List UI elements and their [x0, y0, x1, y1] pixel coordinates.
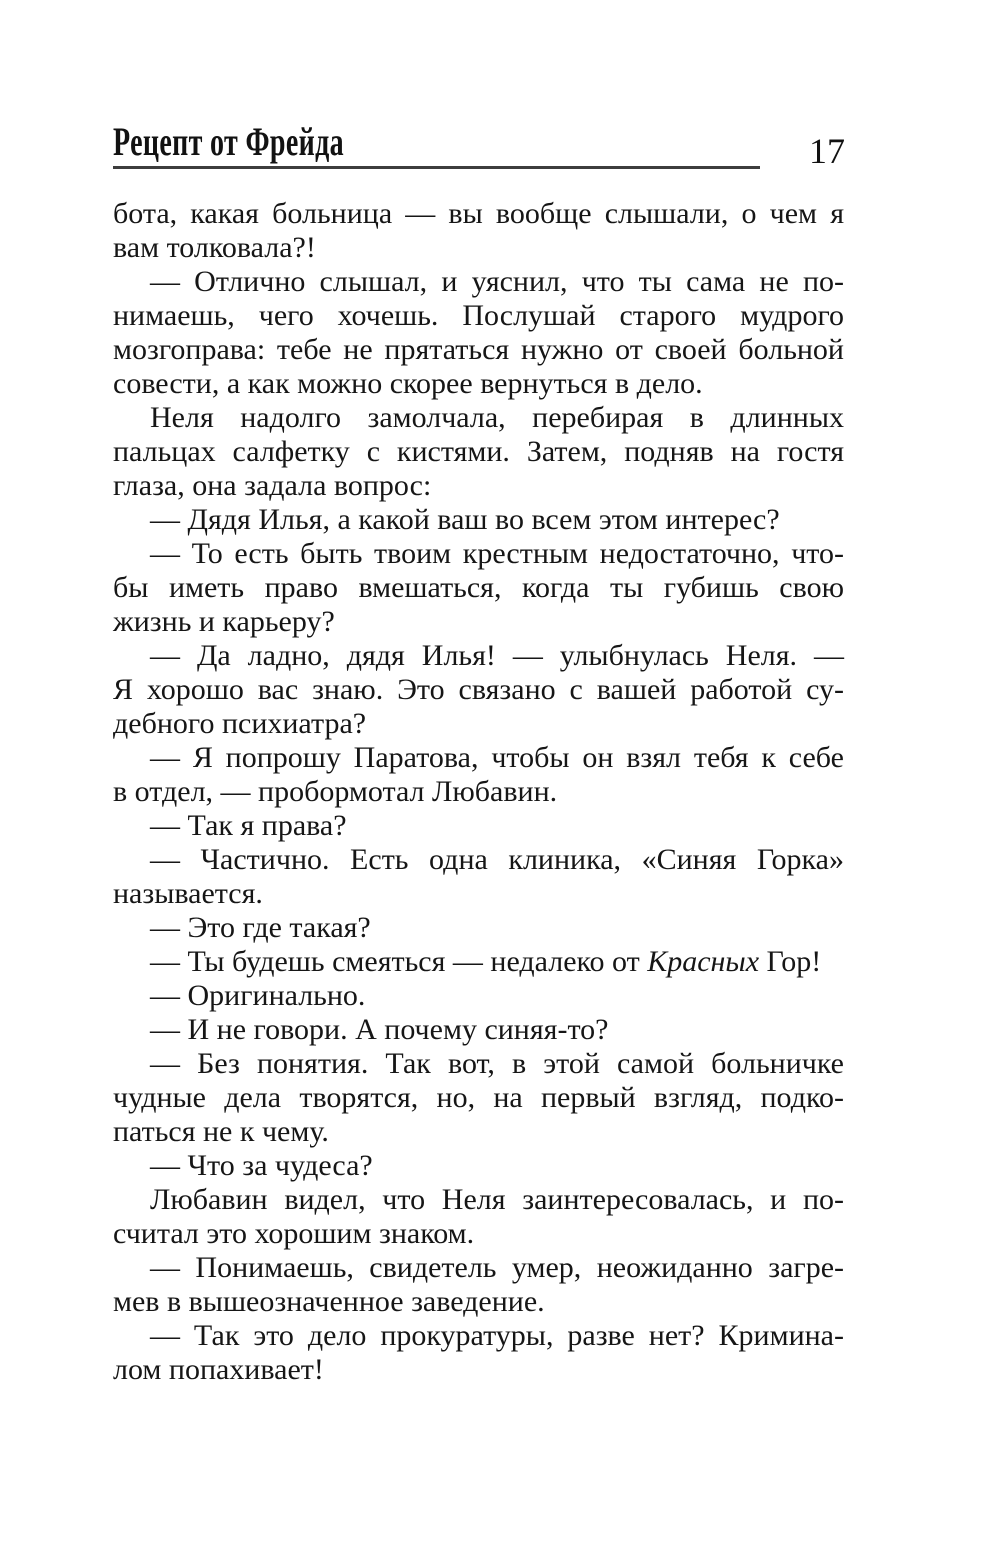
- running-title: Рецепт от Фрейда: [113, 119, 344, 164]
- text-line: — Да ладно, дядя Илья! — улыбнулась Неля. —: [150, 639, 844, 672]
- header-rule: [113, 166, 760, 169]
- text-line: дебного психиатра?: [113, 707, 367, 740]
- text-line: пальцах салфетку с кистями. Затем, подняв на гостя: [113, 435, 844, 468]
- text-line: нимаешь, чего хочешь. Послушай старого мудрого: [113, 299, 844, 332]
- text-line: бы иметь право вмешаться, когда ты губишь свою: [113, 571, 844, 604]
- text-line: мозгоправа: тебе не прятаться нужно от своей больной: [113, 333, 844, 366]
- text-line: [113, 945, 844, 979]
- text-block: [113, 197, 844, 1387]
- text-line: — Это где такая?: [150, 911, 371, 944]
- text-line: жизнь и карьеру?: [113, 605, 335, 638]
- text-line: — Частично. Есть одна клиника, «Синяя Горка»: [150, 843, 844, 876]
- text-line: — Так я права?: [150, 809, 347, 842]
- text-line: в отдел, — пробормотал Любавин.: [113, 775, 558, 808]
- text-line: Я хорошо вас знаю. Это связано с вашей работой су-: [113, 673, 844, 706]
- text-line: называется.: [113, 877, 263, 910]
- text-segment: Гор!: [759, 945, 822, 978]
- text-line: — Оригинально.: [150, 979, 366, 1012]
- text-line: — Отлично слышал, и уяснил, что ты сама не по-: [150, 265, 844, 298]
- text-line: — То есть быть твоим крестным недостаточно, что-: [150, 537, 844, 570]
- text-line: Любавин видел, что Неля заинтересовалась, и по-: [150, 1183, 844, 1216]
- text-line: — И не говори. А почему синяя-то?: [150, 1013, 609, 1046]
- text-line: считал это хорошим знаком.: [113, 1217, 475, 1250]
- text-line: лом попахивает!: [113, 1353, 324, 1386]
- italic-text: Красных: [647, 945, 760, 978]
- text-line: — Я попрошу Паратова, чтобы он взял тебя к себе: [150, 741, 844, 774]
- text-line: — Что за чудеса?: [150, 1149, 373, 1182]
- text-line: паться не к чему.: [113, 1115, 329, 1148]
- text-line: мев в вышеозначенное заведение.: [113, 1285, 545, 1318]
- text-line: вам толковала?!: [113, 231, 316, 264]
- text-line: Неля надолго замолчала, перебирая в длинных: [150, 401, 844, 434]
- text-line: — Так это дело прокуратуры, разве нет? Кримина-: [150, 1319, 844, 1352]
- text-line: глаза, она задала вопрос:: [113, 469, 432, 502]
- running-header: [113, 121, 760, 169]
- text-line: — Без понятия. Так вот, в этой самой больничке: [150, 1047, 844, 1080]
- text-line: чудные дела творятся, но, на первый взгляд, подко-: [113, 1081, 844, 1114]
- text-line: совести, а как можно скорее вернуться в дело.: [113, 367, 703, 400]
- text-line: — Понимаешь, свидетель умер, неожиданно загре-: [150, 1251, 844, 1284]
- text-line: бота, какая больница — вы вообще слышали, о чем я: [113, 197, 844, 230]
- text-segment: — Ты будешь смеяться — недалеко от: [150, 945, 648, 978]
- text-line: — Дядя Илья, а какой ваш во всем этом интерес?: [150, 503, 780, 536]
- page-number: 17: [809, 131, 845, 171]
